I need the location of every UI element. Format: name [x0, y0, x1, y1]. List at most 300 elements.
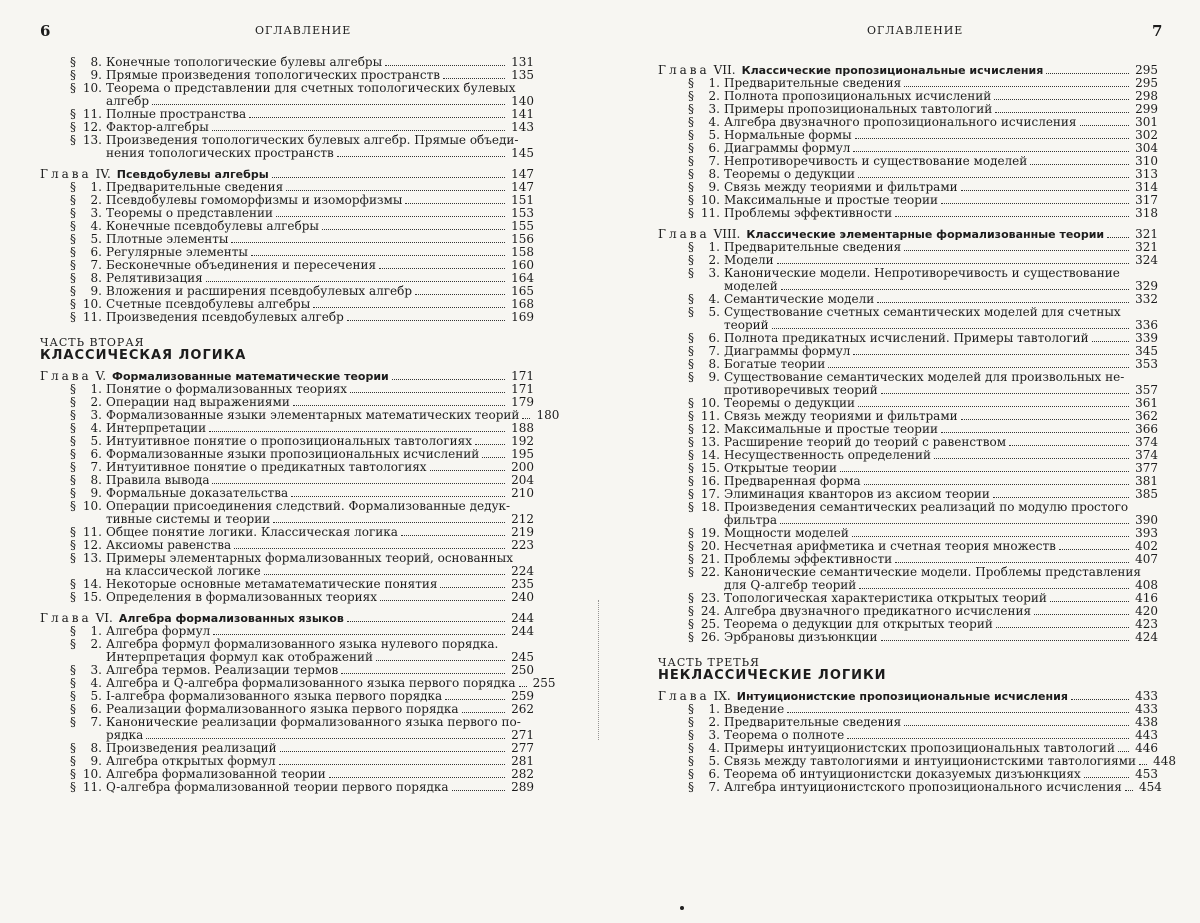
dot-leader	[1080, 125, 1130, 126]
toc-line	[658, 514, 1158, 527]
dot-leader	[231, 242, 505, 243]
toc-entry	[40, 487, 534, 500]
page-ref: 250	[511, 663, 534, 677]
section-number: 1.	[708, 702, 720, 716]
section-sign: §	[688, 76, 694, 90]
toc-entry	[658, 397, 1158, 410]
toc-line	[40, 768, 534, 781]
toc-entry	[40, 676, 556, 690]
section-number: 5.	[708, 754, 720, 768]
page-number: 7	[1152, 22, 1163, 40]
section-title: Теорема об интуиционистски доказуемых дизъюнкциях	[724, 768, 1081, 781]
section-sign: §	[688, 344, 694, 358]
toc-entry	[658, 553, 1158, 566]
section-number: 12.	[82, 120, 102, 134]
section-sign: §	[688, 500, 694, 514]
toc-line	[658, 618, 1158, 631]
section-number: 8.	[708, 167, 720, 181]
section-sign: §	[70, 551, 76, 565]
dot-leader	[212, 483, 505, 484]
dot-leader	[313, 307, 505, 308]
section-sign: §	[688, 128, 694, 142]
section-title: Полнота пропозициональных исчислений	[724, 90, 992, 103]
page-ref: 171	[511, 382, 534, 396]
section-title: Релятивизация	[106, 272, 203, 285]
section-title: Аксиомы равенства	[106, 539, 232, 552]
chapter-title: Алгебра формализованных языков	[118, 612, 344, 625]
section-number: 13.	[82, 133, 102, 147]
toc-entry	[658, 618, 1158, 631]
page-ref: 224	[511, 564, 534, 578]
section-sign: §	[688, 266, 694, 280]
toc-entry	[658, 194, 1158, 207]
section-title: Теорема о полноте	[724, 729, 845, 742]
dot-leader	[996, 627, 1129, 628]
toc-entry	[40, 233, 534, 246]
section-number: 12.	[82, 538, 102, 552]
dot-leader	[853, 151, 1129, 152]
section-title: Модели	[724, 254, 774, 267]
section-sign: §	[70, 689, 76, 703]
dot-leader	[519, 686, 527, 687]
dot-leader	[787, 712, 1129, 713]
page-ref: 362	[1135, 409, 1158, 423]
page-ref: 155	[511, 219, 534, 233]
toc-entry	[40, 246, 534, 259]
section-number: 10.	[82, 297, 102, 311]
section-title: Формализованные языки элементарных математических теорий	[106, 409, 520, 422]
page-ref: 385	[1135, 487, 1158, 501]
section-sign: §	[688, 715, 694, 729]
page-ref: 438	[1135, 715, 1158, 729]
section-title: Алгебра формул	[106, 625, 211, 638]
toc-entry	[40, 285, 534, 298]
section-sign: §	[70, 382, 76, 396]
section-sign: §	[70, 499, 76, 513]
section-title-cont: на классической логике	[106, 565, 261, 578]
section-title: I-алгебра формализованного языка первого порядка	[106, 690, 443, 703]
toc-entry	[658, 345, 1158, 358]
section-number: 15.	[82, 590, 102, 604]
section-number: 4.	[708, 741, 720, 755]
section-title: Алгебра открытых формул	[106, 755, 276, 768]
toc-entry	[658, 768, 1158, 781]
page-ref: 153	[511, 206, 534, 220]
toc-line	[40, 435, 534, 448]
section-number: 1.	[708, 76, 720, 90]
section-sign: §	[70, 271, 76, 285]
toc-line	[658, 207, 1158, 220]
toc-entry	[658, 742, 1158, 755]
section-number: 10.	[82, 499, 102, 513]
toc-entry	[40, 220, 534, 233]
page-ref: 390	[1135, 513, 1158, 527]
section-title: Существование счетных семантических моделей для счетных	[724, 306, 1121, 319]
section-number: 9.	[90, 754, 102, 768]
toc-entry	[658, 155, 1158, 168]
section-sign: §	[70, 741, 76, 755]
section-number: 9.	[90, 284, 102, 298]
section-sign: §	[70, 702, 76, 716]
section-number: 9.	[708, 370, 720, 384]
toc-entry	[658, 254, 1158, 267]
page-number: 6	[40, 22, 51, 40]
section-sign: §	[70, 780, 76, 794]
section-sign: §	[70, 637, 76, 651]
section-title: Проблемы эффективности	[724, 553, 893, 566]
section-title: Произведения реализаций	[106, 742, 277, 755]
section-number: 7.	[708, 780, 720, 794]
toc-entry	[40, 625, 534, 638]
section-title: Теорема о дедукции для открытых теорий	[724, 618, 993, 631]
chapter-entry	[658, 64, 1158, 77]
section-title: Диаграммы формул	[724, 142, 851, 155]
section-title: Канонические семантические модели. Проблемы представления	[724, 566, 1141, 579]
section-number: 21.	[700, 552, 720, 566]
toc-entry	[658, 729, 1158, 742]
page-ref: 262	[511, 702, 534, 716]
toc-line	[40, 408, 560, 422]
chapter-title: Классические пропозициональные исчисления	[741, 64, 1044, 77]
right-page	[622, 0, 1200, 923]
page-ref: 420	[1135, 604, 1158, 618]
toc-entry	[40, 578, 534, 591]
dot-leader	[482, 457, 505, 458]
chapter-numeral: VII.	[713, 63, 736, 77]
dot-leader	[772, 328, 1129, 329]
section-number: 4.	[708, 115, 720, 129]
dot-leader	[1034, 614, 1129, 615]
toc-entry	[40, 591, 534, 604]
toc-line	[658, 116, 1158, 129]
toc-line	[40, 285, 534, 298]
section-sign: §	[70, 590, 76, 604]
section-number: 7.	[90, 258, 102, 272]
section-title: Вложения и расширения псевдобулевых алгебр	[106, 285, 413, 298]
dot-leader	[401, 535, 505, 536]
toc-entry	[658, 592, 1158, 605]
dot-leader	[1092, 341, 1129, 342]
page-ref: 219	[511, 525, 534, 539]
section-title: Диаграммы формул	[724, 345, 851, 358]
section-number: 10.	[700, 396, 720, 410]
section-number: 1.	[90, 180, 102, 194]
chapter-entry	[40, 612, 534, 625]
toc-entry	[658, 306, 1158, 332]
dot-leader	[443, 78, 505, 79]
part-label: ЧАСТЬ ВТОРАЯ	[40, 336, 145, 349]
dot-leader	[877, 302, 1129, 303]
page-ref: 313	[1135, 167, 1158, 181]
toc-line	[658, 77, 1158, 90]
page-ref: 446	[1135, 741, 1158, 755]
section-number: 10.	[82, 767, 102, 781]
toc-entry	[658, 371, 1158, 397]
section-number: 5.	[90, 689, 102, 703]
section-sign: §	[688, 193, 694, 207]
toc-line	[658, 168, 1158, 181]
section-number: 2.	[708, 715, 720, 729]
toc-line	[40, 121, 534, 134]
dot-leader	[291, 496, 505, 497]
toc-line	[40, 625, 534, 638]
page-ref: 433	[1135, 689, 1158, 703]
section-title: Предварительные сведения	[106, 181, 284, 194]
toc-entry	[40, 500, 534, 526]
toc-line	[658, 384, 1158, 397]
section-sign: §	[688, 461, 694, 475]
section-title: Предварительные сведения	[724, 241, 902, 254]
section-number: 9.	[90, 486, 102, 500]
page-ref: 377	[1135, 461, 1158, 475]
section-title-cont: тивные системы и теории	[106, 513, 271, 526]
dot-leader	[249, 117, 505, 118]
section-number: 3.	[708, 728, 720, 742]
section-title: Максимальные и простые теории	[724, 194, 938, 207]
section-number: 13.	[82, 551, 102, 565]
section-number: 3.	[708, 102, 720, 116]
section-title: Правила вывода	[106, 474, 210, 487]
toc-line	[658, 241, 1158, 254]
dot-leader	[847, 738, 1129, 739]
dot-leader	[864, 484, 1129, 485]
section-sign: §	[70, 577, 76, 591]
toc-entry	[658, 449, 1158, 462]
toc-line	[658, 194, 1158, 207]
chapter-numeral: VIII.	[713, 227, 741, 241]
dot-leader	[212, 130, 505, 131]
section-sign: §	[688, 552, 694, 566]
page-ref: 454	[1138, 780, 1162, 794]
part-label: ЧАСТЬ ТРЕТЬЯ	[658, 656, 760, 669]
chapter-title: Формализованные математические теории	[112, 370, 389, 383]
section-title: Алгебра формализованной теории	[106, 768, 326, 781]
toc-entry	[40, 56, 534, 69]
section-number: 9.	[708, 180, 720, 194]
section-title: Счетные псевдобулевы алгебры	[106, 298, 311, 311]
dot-leader	[329, 777, 505, 778]
toc-line	[40, 565, 534, 578]
dot-leader	[385, 65, 505, 66]
dot-leader	[941, 432, 1129, 433]
section-title: Определения в формализованных теориях	[106, 591, 377, 604]
dot-leader	[904, 86, 1129, 87]
section-sign: §	[70, 68, 76, 82]
dot-leader	[904, 725, 1129, 726]
section-number: 11.	[82, 310, 102, 324]
dot-leader	[1084, 777, 1129, 778]
dot-leader	[440, 587, 505, 588]
dot-leader	[430, 470, 505, 471]
toc-entry	[658, 475, 1158, 488]
section-title: Связь между тавтологиями и интуиционистскими тавтологиями	[724, 755, 1137, 768]
dot-leader	[152, 104, 505, 105]
toc-line	[658, 501, 1158, 514]
section-number: 16.	[700, 474, 720, 488]
page-ref: 336	[1135, 318, 1158, 332]
section-title: Алгебра термов. Реализации термов	[106, 664, 339, 677]
section-sign: §	[70, 310, 76, 324]
dot-leader	[272, 177, 505, 178]
toc-entry	[40, 781, 534, 794]
toc-entry	[658, 423, 1158, 436]
part-heading	[658, 656, 1158, 682]
dot-leader	[1118, 751, 1129, 752]
section-sign: §	[688, 370, 694, 384]
toc-line	[40, 134, 534, 147]
toc-line	[40, 233, 534, 246]
dot-leader	[858, 406, 1129, 407]
section-number: 9.	[90, 68, 102, 82]
page-ref: 255	[532, 676, 556, 690]
dot-leader	[881, 640, 1130, 641]
page-ref: 424	[1135, 630, 1158, 644]
section-title: Бесконечные объединения и пересечения	[106, 259, 377, 272]
chapter-word: Глава	[40, 369, 92, 383]
section-number: 1.	[708, 240, 720, 254]
part-title: КЛАССИЧЕСКАЯ ЛОГИКА	[40, 348, 247, 363]
section-title: Интуитивное понятие о пропозициональных тавтологиях	[106, 435, 473, 448]
toc-entry	[658, 540, 1158, 553]
page-ref: 168	[511, 297, 534, 311]
section-title: Конечные топологические булевы алгебры	[106, 56, 383, 69]
toc-entry	[658, 168, 1158, 181]
toc-line	[40, 246, 534, 259]
section-title: Реализации формализованного языка первого порядка	[106, 703, 459, 716]
dot-leader	[445, 699, 505, 700]
section-title: Фактор-алгебры	[106, 121, 209, 134]
toc-entry	[40, 69, 534, 82]
section-number: 1.	[90, 624, 102, 638]
section-title: Конечные псевдобулевы алгебры	[106, 220, 319, 233]
section-title: Операции над выражениями	[106, 396, 290, 409]
section-sign: §	[688, 154, 694, 168]
toc-line	[658, 358, 1158, 371]
dot-leader	[994, 99, 1129, 100]
toc-entry	[658, 293, 1158, 306]
page-ref: 143	[511, 120, 534, 134]
toc-entry	[40, 474, 534, 487]
section-title: Несущественность определений	[724, 449, 931, 462]
section-number: 14.	[82, 577, 102, 591]
dot-leader	[904, 250, 1129, 251]
section-title: Формальные доказательства	[106, 487, 289, 500]
page-ref: 281	[511, 754, 534, 768]
toc-line	[658, 267, 1158, 280]
page-ref: 448	[1153, 754, 1177, 768]
section-number: 8.	[90, 473, 102, 487]
toc-line	[658, 605, 1158, 618]
toc-line	[658, 423, 1158, 436]
dot-leader	[961, 419, 1129, 420]
section-sign: §	[688, 617, 694, 631]
toc-line	[40, 422, 534, 435]
section-title-cont: фильтра	[724, 514, 778, 527]
section-sign: §	[70, 525, 76, 539]
page-ref: 443	[1135, 728, 1158, 742]
section-number: 6.	[90, 447, 102, 461]
section-sign: §	[688, 474, 694, 488]
section-sign: §	[688, 728, 694, 742]
section-title: Произведения топологических булевых алгебр. Прямые объеди-	[106, 134, 519, 147]
toc-entry	[658, 488, 1158, 501]
page-ref: 164	[511, 271, 534, 285]
section-title: Открытые теории	[724, 462, 837, 475]
toc-line	[658, 703, 1158, 716]
section-number: 3.	[90, 408, 102, 422]
dot-leader	[855, 138, 1129, 139]
section-title-cont: рядка	[106, 729, 144, 742]
toc-entry	[40, 435, 534, 448]
section-number: 7.	[708, 154, 720, 168]
section-number: 6.	[708, 141, 720, 155]
section-title: Псевдобулевы гомоморфизмы и изоморфизмы	[106, 194, 403, 207]
page-ref: 141	[511, 107, 534, 121]
section-title: Предварительные сведения	[724, 77, 902, 90]
section-number: 25.	[700, 617, 720, 631]
dot-leader	[895, 216, 1129, 217]
page-ref: 321	[1135, 240, 1158, 254]
dot-leader	[859, 588, 1129, 589]
section-number: 14.	[700, 448, 720, 462]
toc-line	[658, 181, 1158, 194]
section-number: 20.	[700, 539, 720, 553]
section-number: 6.	[90, 702, 102, 716]
section-title: Полнота предикатных исчислений. Примеры тавтологий	[724, 332, 1089, 345]
dot-leader	[1071, 699, 1129, 700]
toc-line	[658, 332, 1158, 345]
section-title: Интуитивное понятие о предикатных тавтологиях	[106, 461, 427, 474]
section-sign: §	[70, 538, 76, 552]
page-ref: 295	[1135, 76, 1158, 90]
page-ref: 131	[511, 55, 534, 69]
section-title: Алгебра и Q-алгебра формализованного языка первого порядка	[106, 677, 516, 690]
toc-line	[658, 729, 1158, 742]
toc-entry	[40, 311, 534, 324]
toc-entry	[658, 207, 1158, 220]
section-number: 13.	[700, 435, 720, 449]
section-number: 19.	[700, 526, 720, 540]
section-sign: §	[688, 487, 694, 501]
dot-leader	[1125, 790, 1133, 791]
toc-line	[40, 651, 534, 664]
section-sign: §	[688, 357, 694, 371]
section-number: 5.	[708, 128, 720, 142]
toc-line	[40, 690, 534, 703]
section-sign: §	[688, 292, 694, 306]
toc-entry	[658, 631, 1158, 644]
table-of-contents	[658, 56, 1177, 794]
chapter-numeral: IX.	[713, 689, 731, 703]
section-title: Регулярные элементы	[106, 246, 248, 259]
section-sign: §	[70, 81, 76, 95]
dot-leader	[1059, 549, 1129, 550]
section-sign: §	[688, 253, 694, 267]
toc-line	[658, 540, 1158, 553]
toc-line	[40, 578, 534, 591]
page-ref: 223	[511, 538, 534, 552]
toc-line	[40, 487, 534, 500]
section-sign: §	[688, 167, 694, 181]
section-number: 3.	[90, 206, 102, 220]
section-number: 4.	[90, 219, 102, 233]
section-sign: §	[688, 422, 694, 436]
page-ref: 156	[511, 232, 534, 246]
section-sign: §	[70, 180, 76, 194]
toc-line	[658, 155, 1158, 168]
section-number: 11.	[82, 525, 102, 539]
dot-leader	[293, 405, 505, 406]
